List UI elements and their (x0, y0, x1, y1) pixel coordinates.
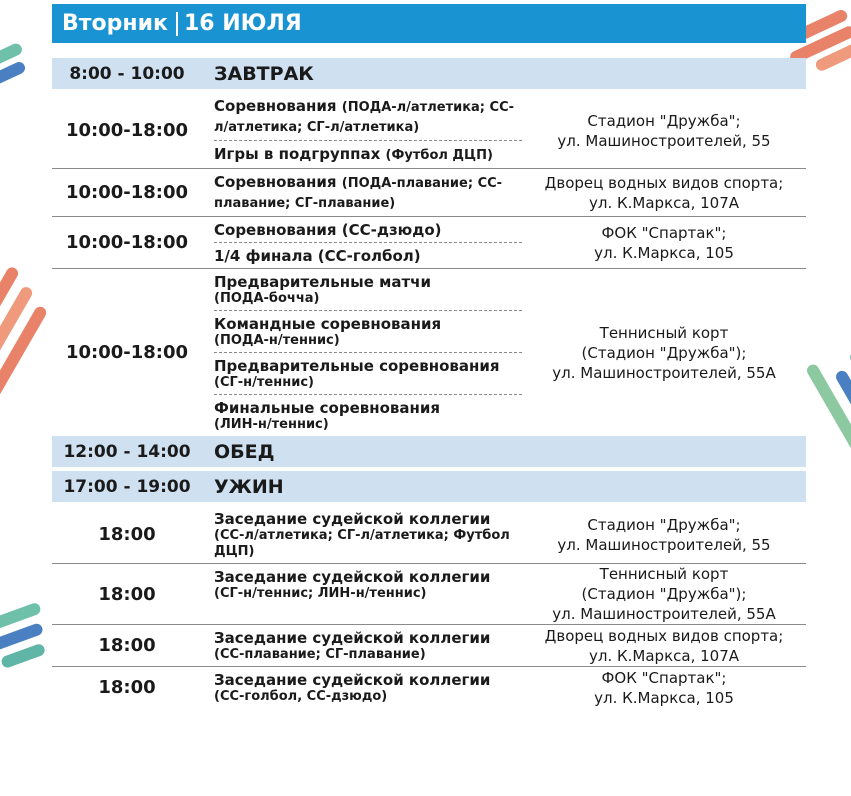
day-name: Вторник (62, 11, 168, 36)
venue-line: ФОК "Спартак"; (601, 668, 727, 687)
events-cell (202, 169, 522, 216)
event-item (214, 667, 522, 708)
header-separator (176, 12, 178, 36)
row-time: 10:00-18:00 (65, 182, 189, 203)
venue-cell (522, 217, 806, 268)
event-title-text: 1/4 финала (СС-голбол) (214, 247, 421, 265)
event-title-text: Финальные соревнования (214, 399, 441, 417)
event-subtitle: (ПОДА-н/теннис) (214, 333, 340, 348)
event-details: (ПОДА-л/атлетика; СС-л/атлетика; СГ-л/атлетика) (214, 100, 515, 135)
row-time: 18:00 (98, 583, 156, 605)
event-item (214, 140, 522, 168)
venue-cell (522, 506, 806, 563)
event-title (214, 273, 522, 291)
event-title (214, 510, 522, 528)
events-cell (202, 506, 522, 563)
venue-line: (Стадион "Дружба"); (581, 585, 747, 603)
event-title-text: Заседание судейской коллегии (214, 629, 491, 647)
event-subtitle: (СС-голбол, СС-дзюдо) (214, 689, 388, 704)
schedule-row (52, 564, 806, 625)
event-item (214, 625, 522, 666)
events-cell (202, 93, 522, 168)
event-details: (Футбол ДЦП) (385, 148, 493, 163)
event-title (214, 357, 522, 375)
venue-line: ул. Машиностроителей, 55 (557, 535, 771, 554)
venue-line: ул. К.Маркса, 105 (594, 688, 734, 707)
event-title (214, 399, 522, 417)
event-title-text: Предварительные матчи (214, 273, 431, 291)
event-item (214, 352, 522, 394)
event-item (214, 217, 522, 242)
venue-line: ФОК "Спартак"; (601, 223, 727, 242)
events-cell (202, 564, 522, 624)
event-subtitle: (СС-плавание; СГ-плавание) (214, 647, 426, 662)
venue-cell (522, 269, 806, 436)
schedule-table (52, 58, 806, 708)
venue-line: Дворец водных видов спорта; (544, 173, 784, 192)
meal-time: 8:00 - 10:00 (69, 63, 185, 84)
event-subtitle: (СС-л/атлетика; СГ-л/атлетика; Футбол ДЦП) (214, 528, 510, 559)
row-time: 10:00-18:00 (65, 342, 189, 363)
venue-line: Стадион "Дружба"; (587, 515, 741, 534)
row-time: 18:00 (98, 635, 156, 656)
meal-name: ЗАВТРАК (214, 62, 314, 85)
meal-name: ОБЕД (214, 440, 275, 463)
venue-cell (522, 667, 806, 708)
meal-time: 12:00 - 14:00 (63, 441, 191, 462)
event-item (214, 269, 522, 310)
meal-name: УЖИН (214, 475, 284, 498)
venue-line: (Стадион "Дружба"); (581, 343, 747, 362)
event-title (214, 671, 522, 689)
event-title (214, 173, 522, 213)
event-title (214, 221, 522, 239)
event-title-text: Соревнования (СС-дзюдо) (214, 221, 442, 239)
event-subtitle: (ЛИН-н/теннис) (214, 417, 329, 432)
event-title-text: Заседание судейской коллегии (214, 671, 491, 689)
venue-line: Стадион "Дружба"; (587, 111, 741, 130)
schedule-row (52, 269, 806, 436)
event-item (214, 242, 522, 268)
row-time: 18:00 (98, 524, 156, 545)
venue-cell (522, 93, 806, 168)
schedule-row (52, 169, 806, 217)
decor-top-left (0, 30, 50, 110)
row-time: 10:00-18:00 (65, 120, 189, 141)
event-title-text: Соревнования (214, 97, 337, 115)
event-subtitle: (ПОДА-бочча) (214, 291, 320, 306)
event-title (214, 97, 522, 137)
event-title-text: Соревнования (214, 173, 337, 191)
event-details: (ПОДА-плавание; СС-плавание; СГ-плавание) (214, 176, 503, 211)
day-date: 16 ИЮЛЯ (183, 11, 302, 36)
row-time: 18:00 (98, 677, 156, 698)
event-title (214, 145, 522, 165)
schedule-row (52, 667, 806, 708)
event-subtitle: (СГ-н/теннис; ЛИН-н/теннис) (214, 586, 427, 601)
event-item (214, 506, 522, 563)
venue-line: ул. К.Маркса, 105 (594, 243, 734, 262)
event-title (214, 568, 522, 586)
venue-line: ул. К.Маркса, 107А (589, 193, 739, 212)
schedule-row (52, 217, 806, 269)
event-item (214, 93, 522, 140)
events-cell (202, 269, 522, 436)
venue-line: ул. К.Маркса, 107А (589, 646, 739, 665)
schedule-row (52, 93, 806, 169)
event-item (214, 394, 522, 436)
event-item (214, 564, 522, 605)
event-item (214, 169, 522, 216)
event-title-text: Игры в подгруппах (214, 145, 381, 163)
venue-line: Дворец водных видов спорта; (544, 626, 784, 645)
venue-line: Теннисный корт (599, 323, 729, 342)
day-header (52, 4, 806, 43)
venue-cell (522, 625, 806, 666)
meal-row (52, 58, 806, 89)
meal-time: 17:00 - 19:00 (63, 476, 191, 497)
schedule-row (52, 625, 806, 667)
meal-row (52, 471, 806, 502)
event-subtitle: (СГ-н/теннис) (214, 375, 314, 390)
events-cell (202, 625, 522, 666)
meal-row (52, 436, 806, 467)
event-title (214, 629, 522, 647)
venue-line: ул. Машиностроителей, 55А (552, 605, 776, 623)
venue-line: ул. Машиностроителей, 55А (552, 363, 776, 382)
schedule-row (52, 506, 806, 564)
event-item (214, 310, 522, 352)
events-cell (202, 667, 522, 708)
venue-cell (522, 169, 806, 216)
event-title (214, 247, 522, 265)
event-title-text: Заседание судейской коллегии (214, 510, 491, 528)
event-title-text: Предварительные соревнования (214, 357, 500, 375)
event-title-text: Заседание судейской коллегии (214, 568, 491, 586)
row-time: 10:00-18:00 (65, 232, 189, 253)
venue-cell (522, 564, 806, 624)
venue-line: ул. Машиностроителей, 55 (557, 131, 771, 150)
events-cell (202, 217, 522, 268)
event-title-text: Командные соревнования (214, 315, 442, 333)
venue-line: Теннисный корт (599, 565, 729, 583)
event-title (214, 315, 522, 333)
